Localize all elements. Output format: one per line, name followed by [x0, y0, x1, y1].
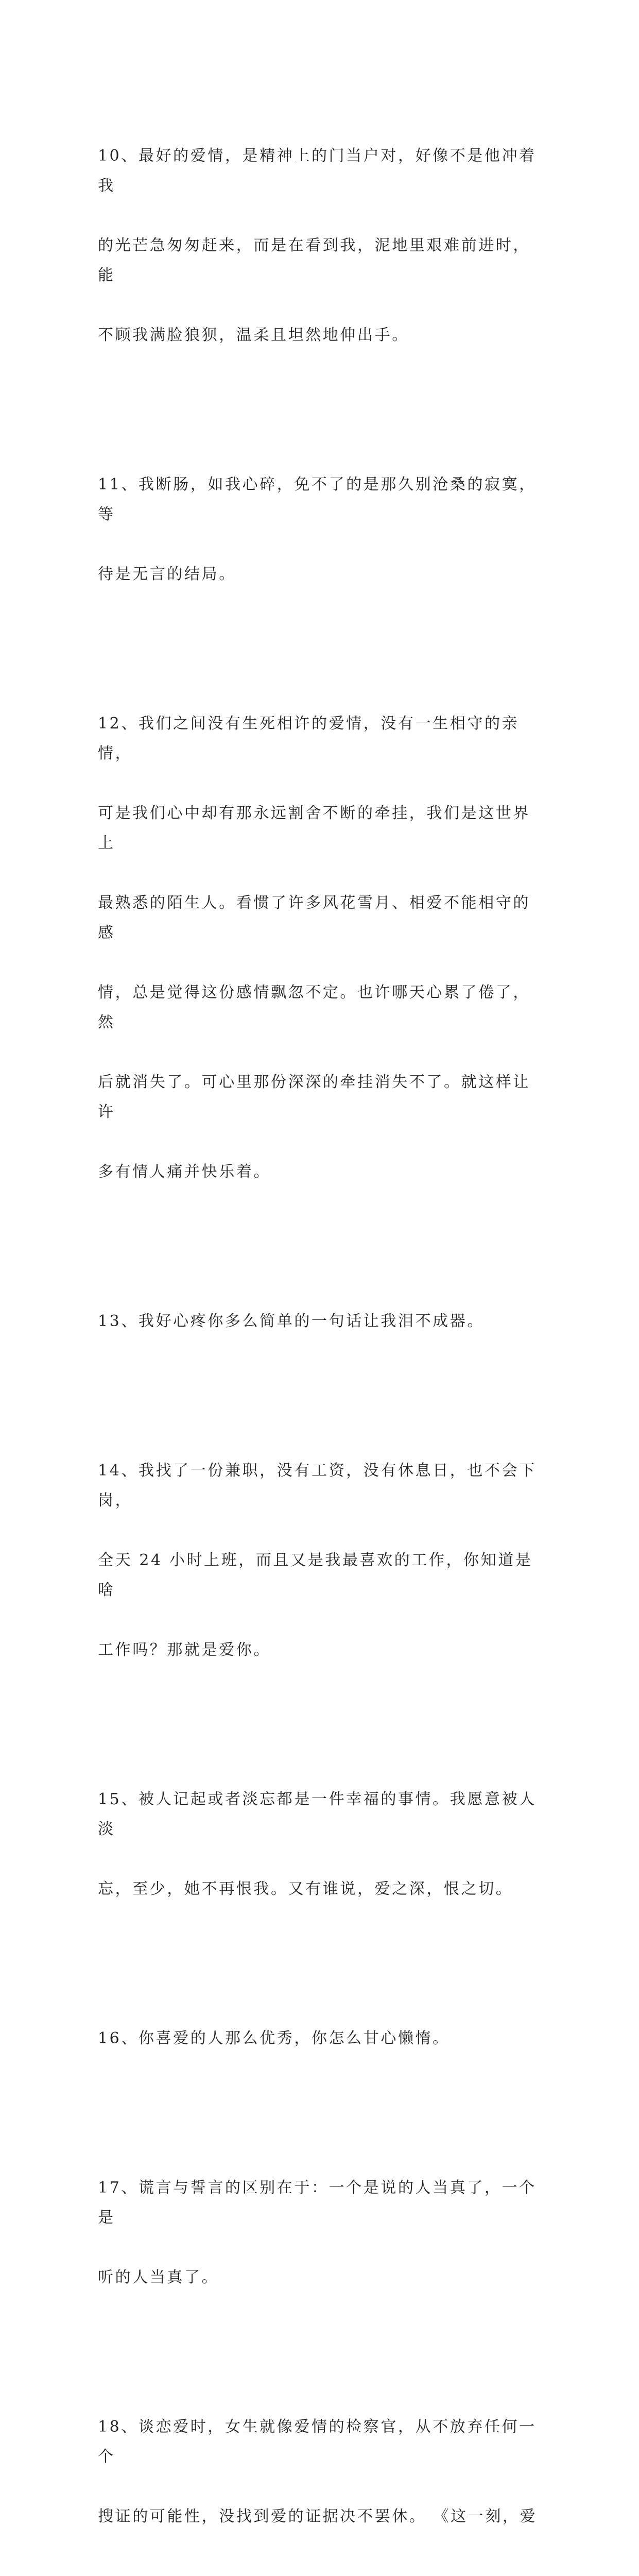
text-line: 听的人当真了。: [98, 2268, 219, 2286]
text-line: 忘，至少，她不再恨我。又有谁说，爱之深，恨之切。: [98, 1880, 513, 1898]
text-line: 10、最好的爱情，是精神上的门当户对，好像不是他冲着我: [98, 147, 537, 195]
text-line: 最熟悉的陌生人。看惯了许多风花雪月、相爱不能相守的感: [98, 894, 530, 942]
text-line: 待是无言的结局。: [98, 565, 236, 583]
text-line: 全天 24 小时上班，而且又是我最喜欢的工作，你知道是啥: [98, 1551, 533, 1599]
text-line: 16、你喜爱的人那么优秀，你怎么甘心懒惰。: [98, 2029, 450, 2047]
paragraph-17: [98, 2113, 541, 2352]
paragraph-14: [98, 1396, 541, 1725]
text-line: 11、我断肠，如我心碎，免不了的是那久别沧桑的寂寞，等: [98, 476, 537, 523]
text-line: 13、我好心疼你多么简单的一句话让我泪不成器。: [98, 1312, 485, 1330]
text-line: 12、我们之间没有生死相许的爱情，没有一生相守的亲情，: [98, 715, 520, 762]
paragraph-16: [98, 1964, 541, 2113]
text-line: 多有情人痛并快乐着。: [98, 1163, 271, 1181]
text-line: 14、我找了一份兼职，没有工资，没有休息日，也不会下岗，: [98, 1462, 537, 1510]
text-line: 不顾我满脸狼狈，温柔且坦然地伸出手。: [98, 326, 409, 344]
paragraph-13: [98, 1247, 541, 1396]
paragraph-18: [98, 2352, 541, 2576]
text-line: 18、谈恋爱时，女生就像爱情的检察官，从不放弃任何一个: [98, 2418, 537, 2466]
text-line: 的光芒急匆匆赶来，而是在看到我，泥地里艰难前进时，能: [98, 236, 530, 284]
text-line: 可是我们心中却有那永远割舍不断的牵挂，我们是这世界上: [98, 804, 530, 852]
paragraph-15: [98, 1725, 541, 1964]
paragraph-10: [98, 81, 541, 410]
paragraph-12: [98, 649, 541, 1247]
text-line: 后就消失了。可心里那份深深的牵挂消失不了。就这样让许: [98, 1073, 530, 1121]
paragraph-11: [98, 410, 541, 649]
text-line: 15、被人记起或者淡忘都是一件幸福的事情。我愿意被人淡: [98, 1790, 537, 1838]
text-line: 17、谎言与誓言的区别在于：一个是说的人当真了，一个是: [98, 2179, 537, 2227]
text-line: 情，总是觉得这份感情飘忽不定。也许哪天心累了倦了，然: [98, 984, 530, 1031]
document-body: [98, 81, 541, 2576]
text-line: 搜证的可能性，没找到爱的证据决不罢休。 《这一刻，爱: [98, 2507, 538, 2526]
text-line: 工作吗？那就是爱你。: [98, 1641, 271, 1659]
